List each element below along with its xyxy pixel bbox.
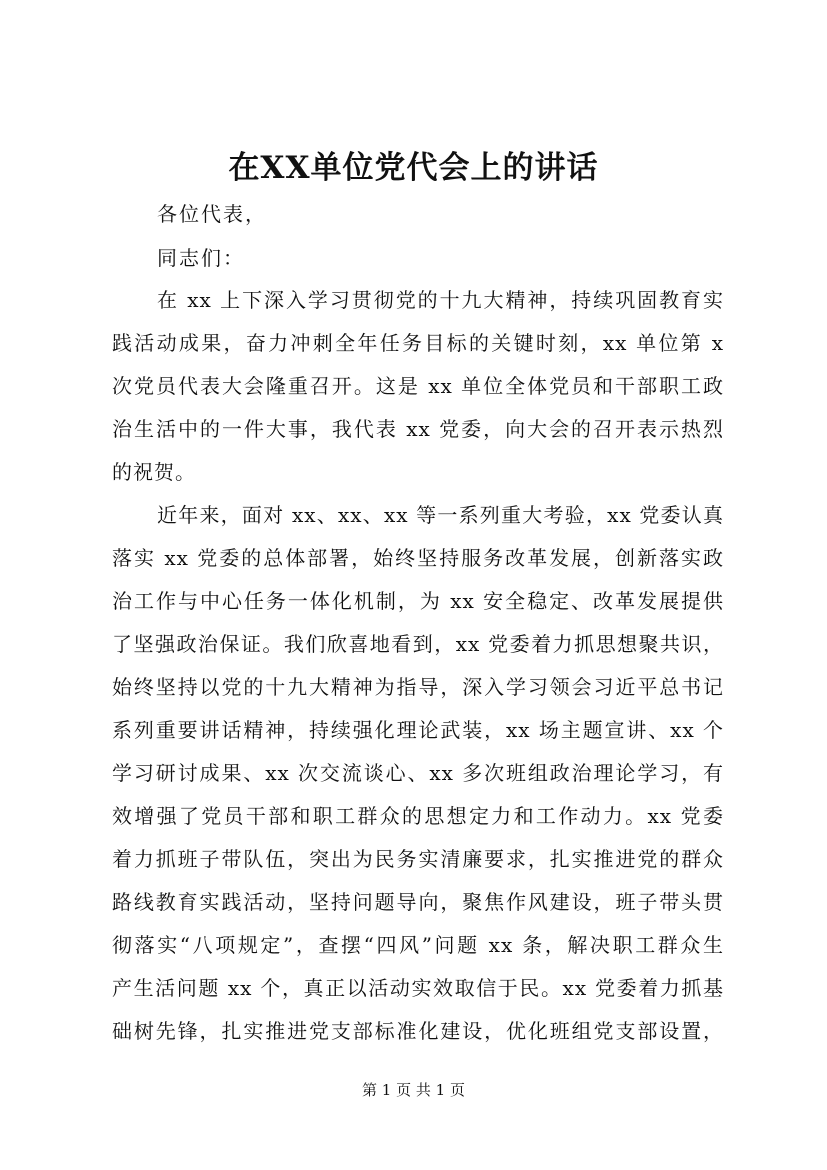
paragraph-2-line: 产生活问题 xx 个，真正以活动实效取信于民。xx 党委着力抓基: [112, 976, 724, 1000]
paragraph-2-line: 路线教育实践活动，坚持问题导向，聚焦作风建设，班子带头贯: [112, 890, 724, 914]
paragraph-2-line: 础树先锋，扎实推进党支部标准化建设，优化班组党支部设置，: [112, 1019, 724, 1043]
paragraph-2-line: 始终坚持以党的十九大精神为指导，深入学习领会习近平总书记: [112, 675, 724, 699]
paragraph-1-line: 在 xx 上下深入学习贯彻党的十九大精神，持续巩固教育实: [157, 288, 724, 312]
page-number: 第 1 页 共 1 页: [362, 1081, 465, 1099]
paragraph-2-line: 近年来，面对 xx、xx、xx 等一系列重大考验，xx 党委认真: [157, 503, 724, 527]
paragraph-2-line: 着力抓班子带队伍，突出为民务实清廉要求，扎实推进党的群众: [112, 847, 724, 871]
paragraph-1-line: 治生活中的一件大事，我代表 xx 党委，向大会的召开表示热烈: [112, 417, 724, 441]
paragraph-2-line: 治工作与中心任务一体化机制，为 xx 安全稳定、改革发展提供: [112, 589, 724, 613]
paragraph-2-line: 彻落实“八项规定”，查摆“四风”问题 xx 条，解决职工群众生: [112, 933, 724, 957]
paragraph-1-line: 的祝贺。: [112, 460, 196, 484]
paragraph-2-line: 学习研讨成果、xx 次交流谈心、xx 多次班组政治理论学习，有: [112, 761, 724, 785]
document-title: 在XX单位党代会上的讲话: [228, 150, 599, 186]
salutation-delegates: 各位代表，: [157, 202, 267, 226]
paragraph-1-line: 次党员代表大会隆重召开。这是 xx 单位全体党员和干部职工政: [112, 374, 724, 398]
paragraph-1-line: 践活动成果，奋力冲刺全年任务目标的关键时刻，xx 单位第 x: [112, 331, 724, 355]
paragraph-2-line: 系列重要讲话精神，持续强化理论武装，xx 场主题宣讲、xx 个: [112, 718, 724, 742]
salutation-comrades: 同志们：: [157, 246, 245, 270]
paragraph-2-line: 了坚强政治保证。我们欣喜地看到，xx 党委着力抓思想聚共识，: [112, 632, 724, 656]
paragraph-2-line: 效增强了党员干部和职工群众的思想定力和工作动力。xx 党委: [112, 804, 724, 828]
paragraph-2-line: 落实 xx 党委的总体部署，始终坚持服务改革发展，创新落实政: [112, 546, 724, 570]
